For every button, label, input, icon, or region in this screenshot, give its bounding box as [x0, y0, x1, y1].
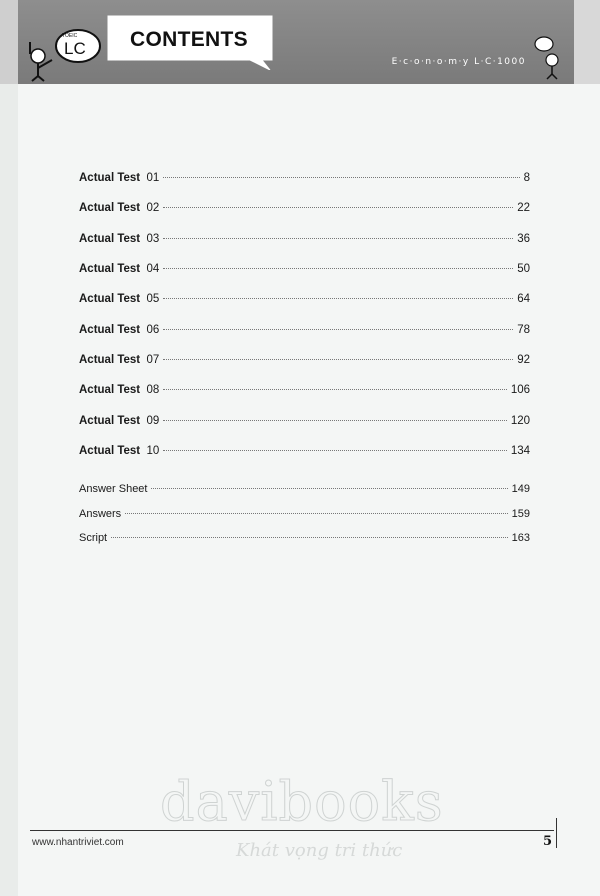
toc-page-number: 159 — [511, 508, 530, 520]
toc-page-number: 120 — [510, 415, 530, 427]
header-strip — [0, 0, 18, 84]
toc-entry[interactable] — [79, 202, 530, 214]
logo-text: LC — [64, 39, 86, 58]
site-url[interactable]: www.nhantriviet.com — [32, 837, 124, 848]
toc-entry-label: Actual Test — [79, 172, 141, 184]
toc-entry[interactable] — [79, 445, 530, 457]
toc-entry-label: Answer Sheet — [79, 483, 148, 495]
toc-entry-number: 05 — [146, 293, 160, 305]
mascot-logo — [22, 12, 102, 82]
dot-leader — [163, 298, 513, 299]
dot-leader — [163, 450, 506, 451]
toc-entry-label: Actual Test — [79, 263, 141, 275]
toc-entry-number: 06 — [146, 324, 160, 336]
dot-leader — [163, 359, 513, 360]
toc-entry-number: 02 — [146, 202, 160, 214]
toc-entry-number: 04 — [146, 263, 160, 275]
page-number: 5 — [543, 834, 553, 849]
toc-entry[interactable] — [79, 483, 530, 495]
toc-page-number: 22 — [517, 202, 530, 214]
toc-entry[interactable] — [79, 384, 530, 396]
toc-entry-label: Script — [79, 532, 108, 544]
toc-entry-label: Answers — [79, 508, 122, 520]
footer-rule — [30, 830, 554, 831]
logo-small-text: TOEIC — [62, 33, 78, 39]
toc-page-number: 36 — [517, 233, 530, 245]
toc-page-number: 149 — [511, 483, 530, 495]
toc-entry-label: Actual Test — [79, 445, 141, 457]
toc-page-number: 92 — [517, 354, 530, 366]
series-label: E·c·o·n·o·m·y L·C·1000 — [391, 57, 526, 67]
dot-leader — [163, 389, 506, 390]
dot-leader — [163, 268, 513, 269]
toc-entry[interactable] — [79, 415, 530, 427]
toc-entry-label: Actual Test — [79, 354, 141, 366]
toc-page-number: 64 — [517, 293, 530, 305]
toc-entry-label: Actual Test — [79, 202, 141, 214]
toc-entry[interactable] — [79, 508, 530, 520]
dot-leader — [163, 207, 513, 208]
toc-entry-label: Actual Test — [79, 384, 141, 396]
dot-leader — [163, 238, 513, 239]
watermark-tagline: Khát vọng tri thức — [236, 840, 403, 861]
toc-entry[interactable] — [79, 172, 530, 184]
toc-page-number: 106 — [510, 384, 530, 396]
dot-leader — [151, 488, 507, 489]
footer-tick — [556, 818, 557, 848]
dot-leader — [163, 177, 519, 178]
toc-entry[interactable] — [79, 233, 530, 245]
toc-entry-label: Actual Test — [79, 293, 141, 305]
dot-leader — [111, 537, 508, 538]
toc-entry[interactable] — [79, 354, 530, 366]
page-title: CONTENTS — [130, 28, 248, 51]
toc-entry-label: Actual Test — [79, 324, 141, 336]
page-edge — [0, 0, 18, 896]
header-strip — [574, 0, 600, 84]
dot-leader — [163, 329, 513, 330]
toc-entry[interactable] — [79, 293, 530, 305]
toc-entry-number: 01 — [146, 172, 160, 184]
dot-leader — [125, 513, 507, 514]
toc-entry[interactable] — [79, 324, 530, 336]
toc-entry-label: Actual Test — [79, 415, 141, 427]
toc-entry-number: 03 — [146, 233, 160, 245]
toc-page-number: 163 — [511, 532, 530, 544]
toc-page-number: 50 — [517, 263, 530, 275]
toc-entry-number: 07 — [146, 354, 160, 366]
watermark: davibooks — [160, 770, 444, 833]
toc-page-number: 134 — [510, 445, 530, 457]
toc-page-number: 78 — [517, 324, 530, 336]
toc-entry[interactable] — [79, 263, 530, 275]
toc-entry-number: 10 — [146, 445, 160, 457]
toc-entry-label: Actual Test — [79, 233, 141, 245]
toc-entry-number: 08 — [146, 384, 160, 396]
toc-entry[interactable] — [79, 532, 530, 544]
toc-page-number: 8 — [523, 172, 530, 184]
toc-entry-number: 09 — [146, 415, 160, 427]
mascot-small-icon — [530, 34, 566, 80]
dot-leader — [163, 420, 506, 421]
